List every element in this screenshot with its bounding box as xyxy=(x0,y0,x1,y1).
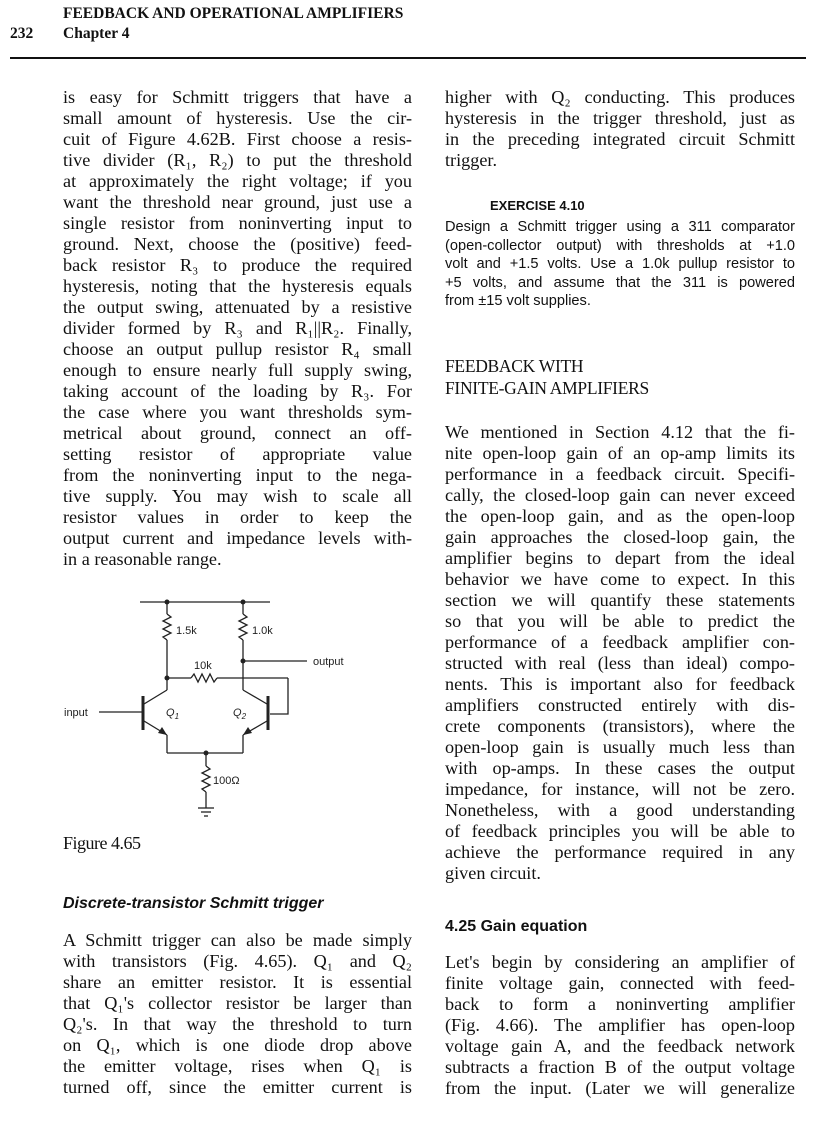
text-line: hysteresis in the trigger threshold, just as xyxy=(445,108,795,128)
text-line: cuit of Figure 4.62B. First choose a resis- xyxy=(63,129,412,149)
text-line: hysteresis, noting that the hysteresis equals xyxy=(63,276,412,296)
text-line: cally, the closed-loop gain can never exceed xyxy=(445,485,795,505)
text-line: setting resistor of appropriate value xyxy=(63,444,412,464)
text-line: structed with real (less than ideal) compo- xyxy=(445,653,795,673)
text-line: amplifiers constructed entirely with dis- xyxy=(445,695,795,715)
text-line: divider formed by R₃ and R₁||R₂. Finally, xyxy=(63,318,412,338)
text-line: performance of a feedback amplifier con- xyxy=(445,632,795,652)
text-line: (open-collector output) with thresholds at +1.0 xyxy=(445,237,795,254)
text-line: back to form a noninverting amplifier xyxy=(445,994,795,1014)
text-line: the output swing, attenuated by a resistive xyxy=(63,297,412,317)
text-line: +5 volts, and assume that the 311 is powered xyxy=(445,274,795,291)
text-line: is easy for Schmitt triggers that have a xyxy=(63,87,412,107)
text-line: enough to ensure nearly full supply swing, xyxy=(63,360,412,380)
text-line: voltage gain A, and the feedback network xyxy=(445,1036,795,1056)
text-line: share an emitter resistor. It is essential xyxy=(63,972,412,992)
text-line: Design a Schmitt trigger using a 311 comparator xyxy=(445,219,795,235)
text-line: in the preceding integrated circuit Schmitt xyxy=(445,129,795,149)
figure-caption: Figure 4.65 xyxy=(63,833,141,853)
left-paragraph-2 xyxy=(63,930,412,1098)
text-line: small amount of hysteresis. Use the cir- xyxy=(63,108,412,128)
text-line: single resistor from noninverting input to xyxy=(63,213,412,233)
text-line: finite voltage gain, connected with feed- xyxy=(445,973,795,993)
text-line: open-loop gain is usually much less than xyxy=(445,737,795,757)
text-line: turned off, since the emitter current is xyxy=(63,1077,412,1097)
subsection-heading-gain-equation: 4.25 Gain equation xyxy=(445,918,588,935)
text-line: so that you will be able to predict the xyxy=(445,611,795,631)
text-line: taking account of the loading by R₃. For xyxy=(63,381,412,401)
text-line: Let's begin by considering an amplifier of xyxy=(445,952,795,972)
text-line: that Q₁'s collector resistor be larger than xyxy=(63,993,412,1013)
text-line: resistor values in order to keep the xyxy=(63,507,412,527)
text-line: Nonetheless, with a good understanding xyxy=(445,800,795,820)
exercise-title: EXERCISE 4.10 xyxy=(490,198,585,213)
chapter-label: Chapter 4 xyxy=(63,25,130,42)
text-line: the case where you want thresholds sym- xyxy=(63,402,412,422)
text-line: achieve the performance required in any xyxy=(445,842,795,862)
text-line: volt and +1.5 volts. Use a 1.0k pullup resistor to xyxy=(445,256,795,273)
input-label: input xyxy=(64,707,88,719)
text-line: section we will quantify these statements xyxy=(445,590,795,610)
text-line: crete components (transistors), where the xyxy=(445,716,795,736)
text-line: output current and impedance levels with- xyxy=(63,528,412,548)
text-line: the emitter voltage, rises when Q₁ is xyxy=(63,1056,412,1076)
text-line: nents. This is important also for feedback xyxy=(445,674,795,694)
text-line: ground. Next, choose the (positive) feed- xyxy=(63,234,412,254)
text-line: gain approaches the closed-loop gain, the xyxy=(445,527,795,547)
text-line: given circuit. xyxy=(445,863,541,883)
text-line: trigger. xyxy=(445,150,498,170)
section-heading-line-2: FINITE-GAIN AMPLIFIERS xyxy=(445,378,649,398)
text-line: higher with Q₂ conducting. This produces xyxy=(445,87,795,107)
text-line: A Schmitt trigger can also be made simply xyxy=(63,930,412,950)
subheading-discrete-schmitt: Discrete-transistor Schmitt trigger xyxy=(63,895,324,912)
right-paragraph-3 xyxy=(445,952,795,1099)
text-line: tive supply. You may wish to scale all xyxy=(63,486,412,506)
text-line: back resistor R₃ to produce the required xyxy=(63,255,412,275)
header-rule xyxy=(10,57,806,59)
text-line: performance in a feedback circuit. Specifi- xyxy=(445,464,795,484)
text-line: at approximately the right voltage; if you xyxy=(63,171,412,191)
right-paragraph-1 xyxy=(445,87,795,171)
page-number: 232 xyxy=(10,25,34,42)
r-emitter-label: 100Ω xyxy=(213,775,240,787)
left-paragraph-1 xyxy=(63,87,412,570)
output-label: output xyxy=(313,656,344,668)
text-line: the open-loop gain, and as the open-loop xyxy=(445,506,795,526)
section-heading xyxy=(445,355,649,399)
text-line: with transistors (Fig. 4.65). Q₁ and Q₂ xyxy=(63,951,412,971)
text-line: tive divider (R₁, R₂) to put the threshold xyxy=(63,150,412,170)
text-line: want the threshold near ground, just use a xyxy=(63,192,412,212)
text-line: nite open-loop gain of an op-amp limits its xyxy=(445,443,795,463)
text-line: from the noninverting input to the nega- xyxy=(63,465,412,485)
r-feedback-label: 10k xyxy=(194,660,212,672)
r2-label: 1.0k xyxy=(252,625,273,637)
text-line: (Fig. 4.66). The amplifier has open-loop xyxy=(445,1015,795,1035)
text-line: amplifier begins to depart from the ideal xyxy=(445,548,795,568)
text-line: We mentioned in Section 4.12 that the fi- xyxy=(445,422,795,442)
section-heading-line-1: FEEDBACK WITH xyxy=(445,356,584,376)
text-line: behavior we have come to expect. In this xyxy=(445,569,795,589)
text-line: from the input. (Later we will generalize xyxy=(445,1078,795,1098)
text-line: of feedback principles you will be able to xyxy=(445,821,795,841)
text-line: Q₂'s. In that way the threshold to turn xyxy=(63,1014,412,1034)
text-line: choose an output pullup resistor R₄ small xyxy=(63,339,412,359)
r1-label: 1.5k xyxy=(176,625,197,637)
text-line: subtracts a fraction B of the output voltage xyxy=(445,1057,795,1077)
q2-label: $Q_2$ xyxy=(233,707,247,721)
text-line: from ±15 volt supplies. xyxy=(445,293,591,310)
running-title: FEEDBACK AND OPERATIONAL AMPLIFIERS xyxy=(63,5,404,22)
text-line: impedance, for instance, will not be zero. xyxy=(445,779,795,799)
text-line: with op-amps. In these cases the output xyxy=(445,758,795,778)
right-paragraph-2 xyxy=(445,422,795,884)
text-line: in a reasonable range. xyxy=(63,549,222,569)
q1-label: $Q_1$ xyxy=(166,707,180,721)
exercise-text xyxy=(445,218,795,311)
text-line: on Q₁, which is one diode drop above xyxy=(63,1035,412,1055)
text-line: metrical about ground, connect an off- xyxy=(63,423,412,443)
schmitt-trigger-circuit-diagram xyxy=(0,590,420,840)
